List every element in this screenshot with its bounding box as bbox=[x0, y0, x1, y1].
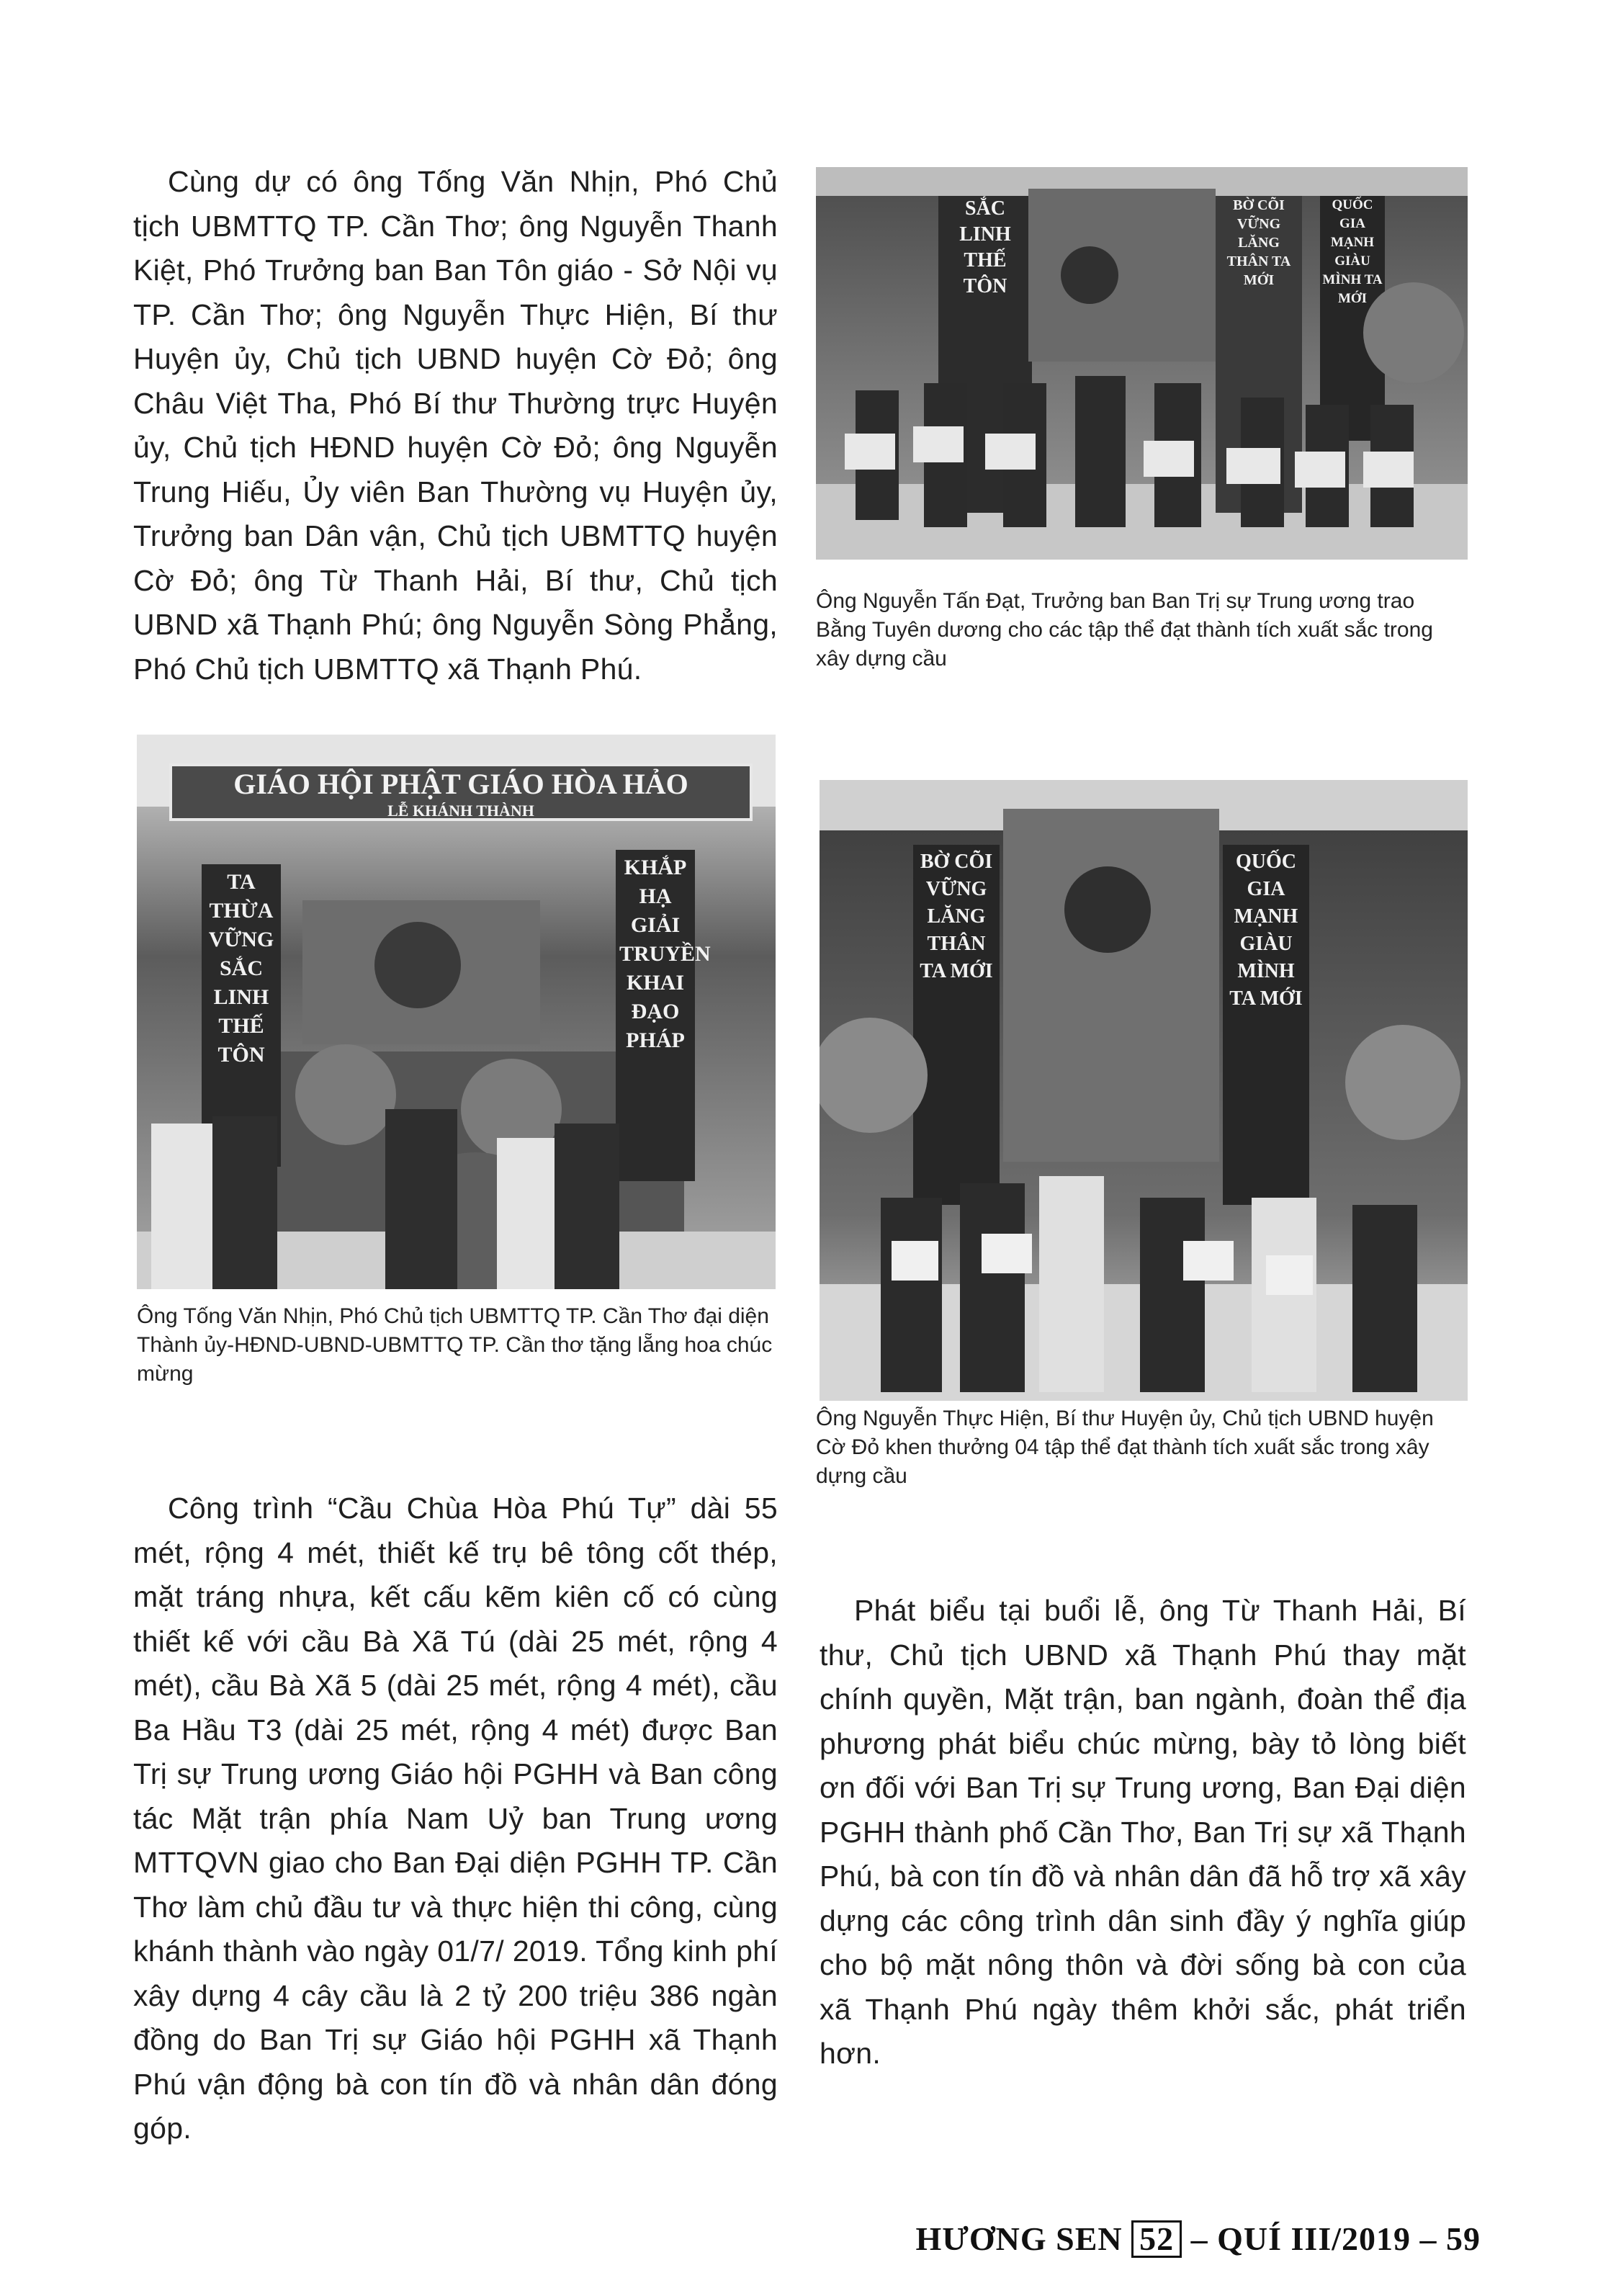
photo-3-sign-right: QUỐC GIA MẠNH GIÀU MÌNH TA MỚI bbox=[1229, 851, 1303, 1010]
issue-quarter: – QUÍ III/2019 – bbox=[1190, 2220, 1437, 2257]
body-paragraph: Phát biểu tại buổi lễ, ông Từ Thanh Hải, Bí thư, Chủ tịch UBND xã Thạnh Phú thay mặt chính quyền, Mặt trận, ban ngành, đoàn thể địa phương phát biểu chúc mừng, bày tỏ lòng biết ơn đối với Ban Trị sự Trung ương, Ban Đại diện PGHH thành phố Cần Thơ, Ban Trị sự xã Thạnh Phú, bà con tín đồ và nhân dân đã hỗ trợ xã xây dựng các công trình dân sinh đầy ý nghĩa giúp cho bộ mặt nông thôn và đời sống bà con của xã Thạnh Phú ngày thêm khởi sắc, phát triển hơn. bbox=[820, 1594, 1466, 2070]
photo-1-sign-middle: BỜ CÕI VỮNG LĂNG THÂN TA MỚI bbox=[1226, 197, 1291, 288]
photo-1-caption-block bbox=[816, 587, 1464, 673]
photo-2-sign-left: TA THỪA VỮNG SẮC LINH THẾ TÔN bbox=[208, 870, 274, 1067]
photo-2-banner bbox=[169, 763, 753, 821]
issue-number: 52 bbox=[1131, 2220, 1182, 2258]
photo-2-caption-block bbox=[137, 1302, 776, 1389]
photo-3-caption-block bbox=[816, 1404, 1466, 1491]
column-1-bottom-text bbox=[133, 1486, 778, 2151]
photo-1-sign-left: SẮC LINH THẾ TÔN bbox=[959, 197, 1011, 297]
photo-2-banner-subtitle: LỄ KHÁNH THÀNH bbox=[387, 802, 534, 820]
column-2-bottom-text bbox=[820, 1589, 1466, 2076]
photo-1-sign-right: QUỐC GIA MẠNH GIÀU MÌNH TA MỚI bbox=[1322, 197, 1383, 306]
photo-flower-presentation bbox=[137, 735, 776, 1289]
photo-3-caption: Ông Nguyễn Thực Hiện, Bí thư Huyện ủy, Chủ tịch UBND huyện Cờ Đỏ khen thưởng 04 tập thể đạt thành tích xuất sắc trong xây dựng cầu bbox=[816, 1407, 1434, 1488]
photo-award-ceremony-2 bbox=[820, 780, 1468, 1401]
photo-3-sign-left: BỜ CÕI VỮNG LĂNG THÂN TA MỚI bbox=[920, 851, 993, 982]
photo-2-sign-right: KHẮP HẠ GIẢI TRUYỀN KHAI ĐẠO PHÁP bbox=[619, 856, 711, 1052]
page-footer bbox=[915, 2220, 1481, 2258]
body-paragraph: Công trình “Cầu Chùa Hòa Phú Tự” dài 55 mét, rộng 4 mét, thiết kế trụ bê tông cốt thép, mặt tráng nhựa, kết cấu kẽm kiên cố có cùng thiết kế với cầu Bà Xã Tú (dài 25 mét, rộng 4 mét), cầu Bà Xã 5 (dài 25 mét, rộng 4 mét), cầu Ba Hầu T3 (dài 25 mét, rộng 4 mét) được Ban Trị sự Trung ương Giáo hội PGHH và Ban công tác Mặt trận phía Nam Uỷ ban Trung ương MTTQVN giao cho Ban Đại diện PGHH TP. Cần Thơ làm chủ đầu tư và thực hiện thi công, cùng khánh thành vào ngày 01/7/ 2019. Tổng kinh phí xây dựng 4 cây cầu là 2 tỷ 200 triệu 386 ngàn đồng do Ban Trị sự Giáo hội PGHH xã Thạnh Phú vận động bà con tín đồ và nhân dân đóng góp. bbox=[133, 1492, 778, 2145]
photo-1-caption: Ông Nguyễn Tấn Đạt, Trưởng ban Ban Trị sự Trung ương trao Bằng Tuyên dương cho các tập thể đạt thành tích xuất sắc trong xây dựng cầu bbox=[816, 589, 1433, 671]
photo-award-ceremony-1 bbox=[816, 167, 1468, 560]
column-1-top-text bbox=[133, 160, 778, 691]
body-paragraph: Cùng dự có ông Tống Văn Nhịn, Phó Chủ tịch UBMTTQ TP. Cần Thơ; ông Nguyễn Thanh Kiệt, Phó Trưởng ban Ban Tôn giáo - Sở Nội vụ TP. Cần Thơ; ông Nguyễn Thực Hiện, Bí thư Huyện ủy, Chủ tịch UBND huyện Cờ Đỏ; ông Châu Việt Tha, Phó Bí thư Thường trực Huyện ủy, Chủ tịch HĐND huyện Cờ Đỏ; ông Nguyễn Trung Hiếu, Ủy viên Ban Thường vụ Huyện ủy, Trưởng ban Dân vận, Chủ tịch UBMTTQ huyện Cờ Đỏ; ông Từ Thanh Hải, Bí thư, Chủ tịch UBND xã Thạnh Phú; ông Nguyễn Sòng Phẳng, Phó Chủ tịch UBMTTQ xã Thạnh Phú. bbox=[133, 165, 778, 686]
photo-2-banner-title: GIÁO HỘI PHẬT GIÁO HÒA HẢO bbox=[233, 768, 688, 800]
photo-2-caption: Ông Tống Văn Nhịn, Phó Chủ tịch UBMTTQ TP. Cần Thơ đại diện Thành ủy-HĐND-UBND-UBMTTQ TP. Cần thơ tặng lẵng hoa chúc mừng bbox=[137, 1304, 773, 1386]
magazine-title: HƯƠNG SEN bbox=[915, 2220, 1123, 2257]
page-number: 59 bbox=[1446, 2220, 1481, 2257]
